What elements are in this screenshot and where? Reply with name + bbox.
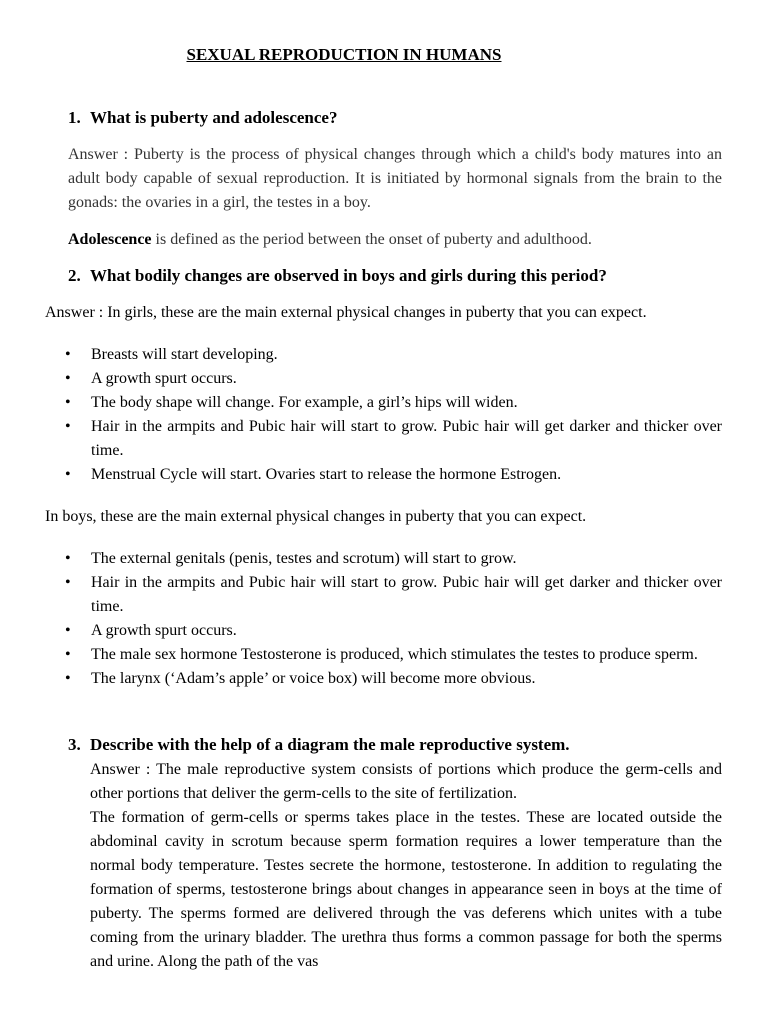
adolescence-definition-text: is defined as the period between the onset of puberty and adulthood. [151, 231, 592, 248]
list-item-text: Hair in the armpits and Pubic hair will start to grow. Pubic hair will get darker and thicker over time. [91, 418, 722, 459]
list-item: • The male sex hormone Testosterone is produced, which stimulates the testes to produce sperm. [65, 646, 698, 663]
list-item: • Breasts will start developing. [65, 346, 278, 363]
list-item-text: Menstrual Cycle will start. Ovaries start to release the hormone Estrogen. [91, 466, 562, 483]
list-item-text: The larynx (‘Adam’s apple’ or voice box) will become more obvious. [91, 670, 536, 687]
list-item-text: A growth spurt occurs. [91, 370, 237, 387]
question-2-text: What bodily changes are observed in boys and girls during this period? [90, 266, 607, 285]
answer-1-text: Answer : Puberty is the process of physical changes through which a child's body matures into an adult body capable of sexual reproduction. It is initiated by hormonal signals from the brain to the gonads: the ovaries in a girl, the testes in a boy. [68, 146, 722, 211]
list-item-text: The external genitals (penis, testes and scrotum) will start to grow. [91, 550, 517, 567]
answer-3 [90, 758, 722, 974]
list-item: • The external genitals (penis, testes and scrotum) will start to grow. [65, 550, 517, 567]
question-1-number: 1. [68, 108, 81, 127]
girls-changes-list [62, 343, 722, 487]
page-title: SEXUAL REPRODUCTION IN HUMANS [186, 45, 502, 64]
list-item: • The larynx (‘Adam’s apple’ or voice box) will become more obvious. [65, 670, 536, 687]
answer-3-paragraph-2: The formation of germ-cells or sperms takes place in the testes. These are located outside the abdominal cavity in scrotum because sperm formation requires a lower temperature than the normal body temperature. Testes secrete the hormone, testosterone. In addition to regulating the formation of sperms, testosterone brings about changes in appearance seen in boys at the time of puberty. The sperms formed are delivered through the vas deferens which unites with a tube coming from the urinary bladder. The urethra thus forms a common passage for both the sperms and urine. Along the path of the vas [90, 809, 722, 970]
list-item-text: The body shape will change. For example, a girl’s hips will widen. [91, 394, 518, 411]
list-item-text: A growth spurt occurs. [91, 622, 237, 639]
list-item: • Hair in the armpits and Pubic hair will start to grow. Pubic hair will get darker and thicker over time. [65, 418, 722, 459]
question-1-text: What is puberty and adolescence? [90, 108, 338, 127]
question-3-number: 3. [68, 735, 81, 754]
boys-changes-list [62, 547, 722, 691]
list-item: • A growth spurt occurs. [65, 370, 237, 387]
girls-intro: Answer : In girls, these are the main external physical changes in puberty that you can expect. [45, 304, 647, 321]
list-item: • The body shape will change. For example, a girl’s hips will widen. [65, 394, 518, 411]
list-item-text: Breasts will start developing. [91, 346, 278, 363]
list-item-text: The male sex hormone Testosterone is produced, which stimulates the testes to produce sperm. [91, 646, 698, 663]
list-item: • Menstrual Cycle will start. Ovaries start to release the hormone Estrogen. [65, 466, 562, 483]
adolescence-term: Adolescence [68, 231, 152, 248]
question-3-text: Describe with the help of a diagram the male reproductive system. [90, 735, 570, 754]
list-item-text: Hair in the armpits and Pubic hair will start to grow. Pubic hair will get darker and thicker over time. [91, 574, 722, 615]
adolescence-definition [68, 228, 722, 252]
list-item: • A growth spurt occurs. [65, 622, 237, 639]
answer-3-paragraph-1: Answer : The male reproductive system consists of portions which produce the germ-cells and other portions that deliver the germ-cells to the site of fertilization. [90, 761, 722, 802]
list-item: • Hair in the armpits and Pubic hair will start to grow. Pubic hair will get darker and thicker over time. [65, 574, 722, 615]
boys-intro: In boys, these are the main external physical changes in puberty that you can expect. [45, 508, 587, 525]
question-2-number: 2. [68, 266, 81, 285]
